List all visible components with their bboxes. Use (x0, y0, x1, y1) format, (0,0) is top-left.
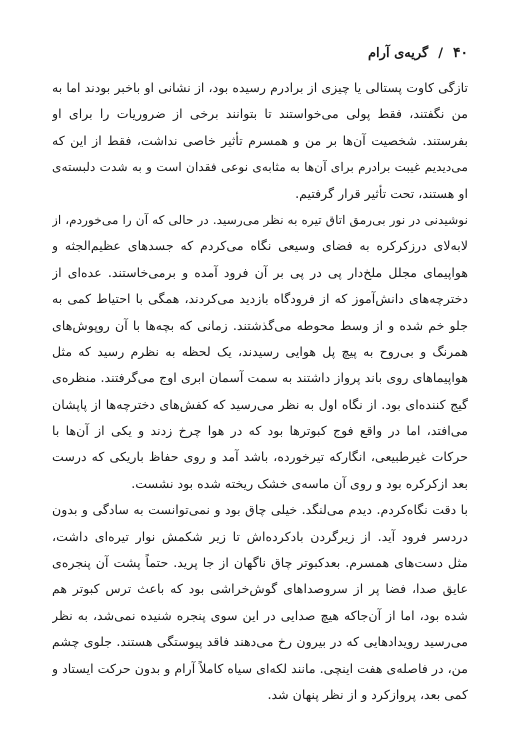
text-line: می‌رسید رویدادهایی که در بیرون رخ می‌دهند فاقد پیوستگی هستند. جلوی چشم (52, 634, 468, 650)
text-line: هواپیمای مجلل ملخ‌دار پی در پی بر آن فرود آمده و برمی‌خاستند. عده‌ای از (52, 264, 468, 280)
text-line: همرنگ و بی‌روح به پیچ پل هوایی رسیدند، یک لحظه به نظرم رسید که مثل (52, 343, 468, 359)
text-line: می‌افتد، اما در واقع فوج کبوترها بود که در هوا چرخ زدند و یکی از آن‌ها با (52, 423, 468, 439)
text-line: دردسر فرود آید. از زیرگردن بادکرده‌اش تا زیر شکمش نوار تیره‌ای داشت، (52, 528, 468, 544)
text-line: من، در فاصله‌ی هفت اینچی. مانند لکه‌ای سیاه کاملاً آرام و بدون حرکت ایستاد و (52, 660, 468, 676)
text-line: مثل دست‌های همسرم. بعدکبوتر چاق ناگهان از جا پرید. حتماً پشت آن پنجره‌ی (52, 555, 468, 571)
text-line: با دقت نگاه‌کردم. دیدم می‌لنگد. خیلی چاق بود و نمی‌توانست به سادگی و بدون (52, 502, 468, 518)
text-line: شده بود، اما از آن‌جاکه هیچ صدایی در این سوی پنجره شنیده نمی‌شد، به نظر (52, 607, 468, 623)
paragraph (52, 207, 468, 497)
text-line: جلو خم شده و از وسط محوطه می‌گذشتند. زمانی که بچه‌ها با آن روپوش‌های (52, 317, 468, 333)
text-line: کمی بعد، پروازکرد و از نظر پنهان شد. (267, 686, 468, 702)
page-number: ۴۰ (452, 45, 468, 61)
running-head (44, 44, 468, 62)
text-line: عایق صدا، فضا پر از سروصداهای گوش‌خراشی بود که باعث ترس کبوتر هم (52, 581, 468, 597)
text-line: او هستند، تحت تأثیر قرار گرفتیم. (295, 185, 468, 201)
running-head-separator: / (438, 45, 443, 61)
text-line: بعد ازکرکره بود و روی آن ماسه‌ی خشک ریخته شده بود نشست. (131, 475, 468, 491)
text-line: می‌دیدیم غیبت برادرم برای آن‌ها به مثابه‌ی نوعی فقدان است و به شدت دلبسته‌ی (52, 160, 468, 175)
text-line: گیج کننده‌ای بود. از نگاه اول به نظر می‌رسید که کفش‌های دخترچه‌ها از پاپشان (52, 396, 468, 412)
text-line: بفرستند. شخصیت آن‌ها بر من و همسرم تأثیر خاصی نداشت، فقط از این که (52, 132, 468, 148)
body-text (52, 75, 468, 708)
text-line: لابه‌لای درزکرکره به فضای وسیعی نگاه می‌کردم که جسدهای عظیم‌الجثه و (52, 238, 468, 254)
text-line: نوشیدنی در نور بی‌رمق اتاق تیره به نظر می‌رسید. در حالی که آن را می‌خوردم، از (52, 212, 468, 227)
paragraph (52, 75, 468, 207)
book-title: گریه‌ی آرام (368, 45, 429, 61)
text-line: حرکات غیرطبیعی، انگارکه تیرخورده، باشد آمد و روی حفاظ باریکی که درست (52, 449, 468, 465)
text-line: تازگی کاوت پستالی یا چیزی از برادرم رسیده بود، از نشانی او باخبر بودند اما به (52, 80, 468, 95)
paragraph (52, 497, 468, 708)
text-line: من نگفتند، فقط پولی می‌خواستند تا بتوانند برخی از ضروریات را برای او (52, 106, 468, 122)
text-line: هواپیماهای روی باند پرواز داشتند به سمت آسمان ابری اوج می‌گرفتند. منظره‌ی (52, 370, 468, 386)
text-line: دخترچه‌های دانش‌آموز که از فرودگاه بازدید می‌کردند، همگی با احتیاط کمی به (52, 291, 468, 307)
